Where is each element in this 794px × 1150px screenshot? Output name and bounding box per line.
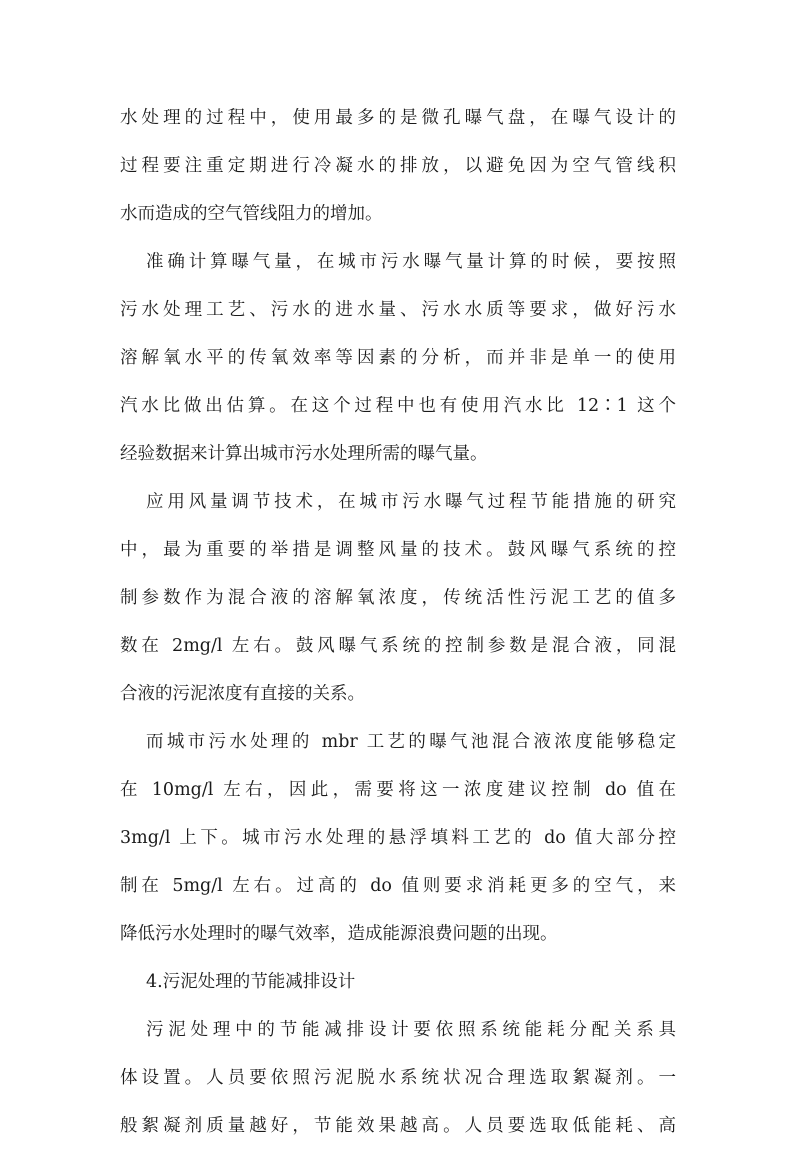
text-line: 制参数作为混合液的溶解氧浓度，传统活性污泥工艺的值多 (120, 588, 676, 608)
text-line: 水处理的过程中，使用最多的是微孔曝气盘，在曝气设计的 (120, 108, 676, 128)
text-line: 应用风量调节技术，在城市污水曝气过程节能措施的研究 (146, 492, 676, 512)
text-line: 般絮凝剂质量越好，节能效果越高。人员要选取低能耗、高 (120, 1116, 676, 1136)
text-line: 水而造成的空气管线阻力的增加。 (120, 204, 383, 224)
body-text (120, 94, 676, 1150)
text-line: 污泥处理中的节能减排设计要依照系统能耗分配关系具 (146, 1020, 676, 1040)
text-line: 3mg/l 上下。城市污水处理的悬浮填料工艺的 do 值大部分控 (120, 828, 676, 848)
text-line: 经验数据来计算出城市污水处理所需的曝气量。 (120, 444, 488, 464)
text-line: 数在 2mg/l 左右。鼓风曝气系统的控制参数是混合液，同混 (120, 636, 676, 656)
text-line: 制在 5mg/l 左右。过高的 do 值则要求消耗更多的空气，来 (120, 876, 676, 896)
text-line: 过程要注重定期进行冷凝水的排放，以避免因为空气管线积 (120, 156, 676, 176)
text-line: 汽水比做出估算。在这个过程中也有使用汽水比 12∶1 这个 (120, 396, 676, 416)
text-line: 中，最为重要的举措是调整风量的技术。鼓风曝气系统的控 (120, 540, 676, 560)
text-line: 合液的污泥浓度有直接的关系。 (120, 684, 365, 704)
text-line: 体设置。人员要依照污泥脱水系统状况合理选取絮凝剂。一 (120, 1068, 676, 1088)
text-line: 溶解氧水平的传氧效率等因素的分析，而并非是单一的使用 (120, 348, 676, 368)
section-heading: 4.污泥处理的节能减排设计 (146, 972, 356, 992)
text-line: 在 10mg/l 左右，因此，需要将这一浓度建议控制 do 值在 (120, 780, 676, 800)
text-line: 而城市污水处理的 mbr 工艺的曝气池混合液浓度能够稳定 (146, 732, 676, 752)
text-line: 准确计算曝气量，在城市污水曝气量计算的时候，要按照 (146, 252, 676, 272)
text-line: 降低污水处理时的曝气效率，造成能源浪费问题的出现。 (120, 924, 558, 944)
text-line: 污水处理工艺、污水的进水量、污水水质等要求，做好污水 (120, 300, 676, 320)
